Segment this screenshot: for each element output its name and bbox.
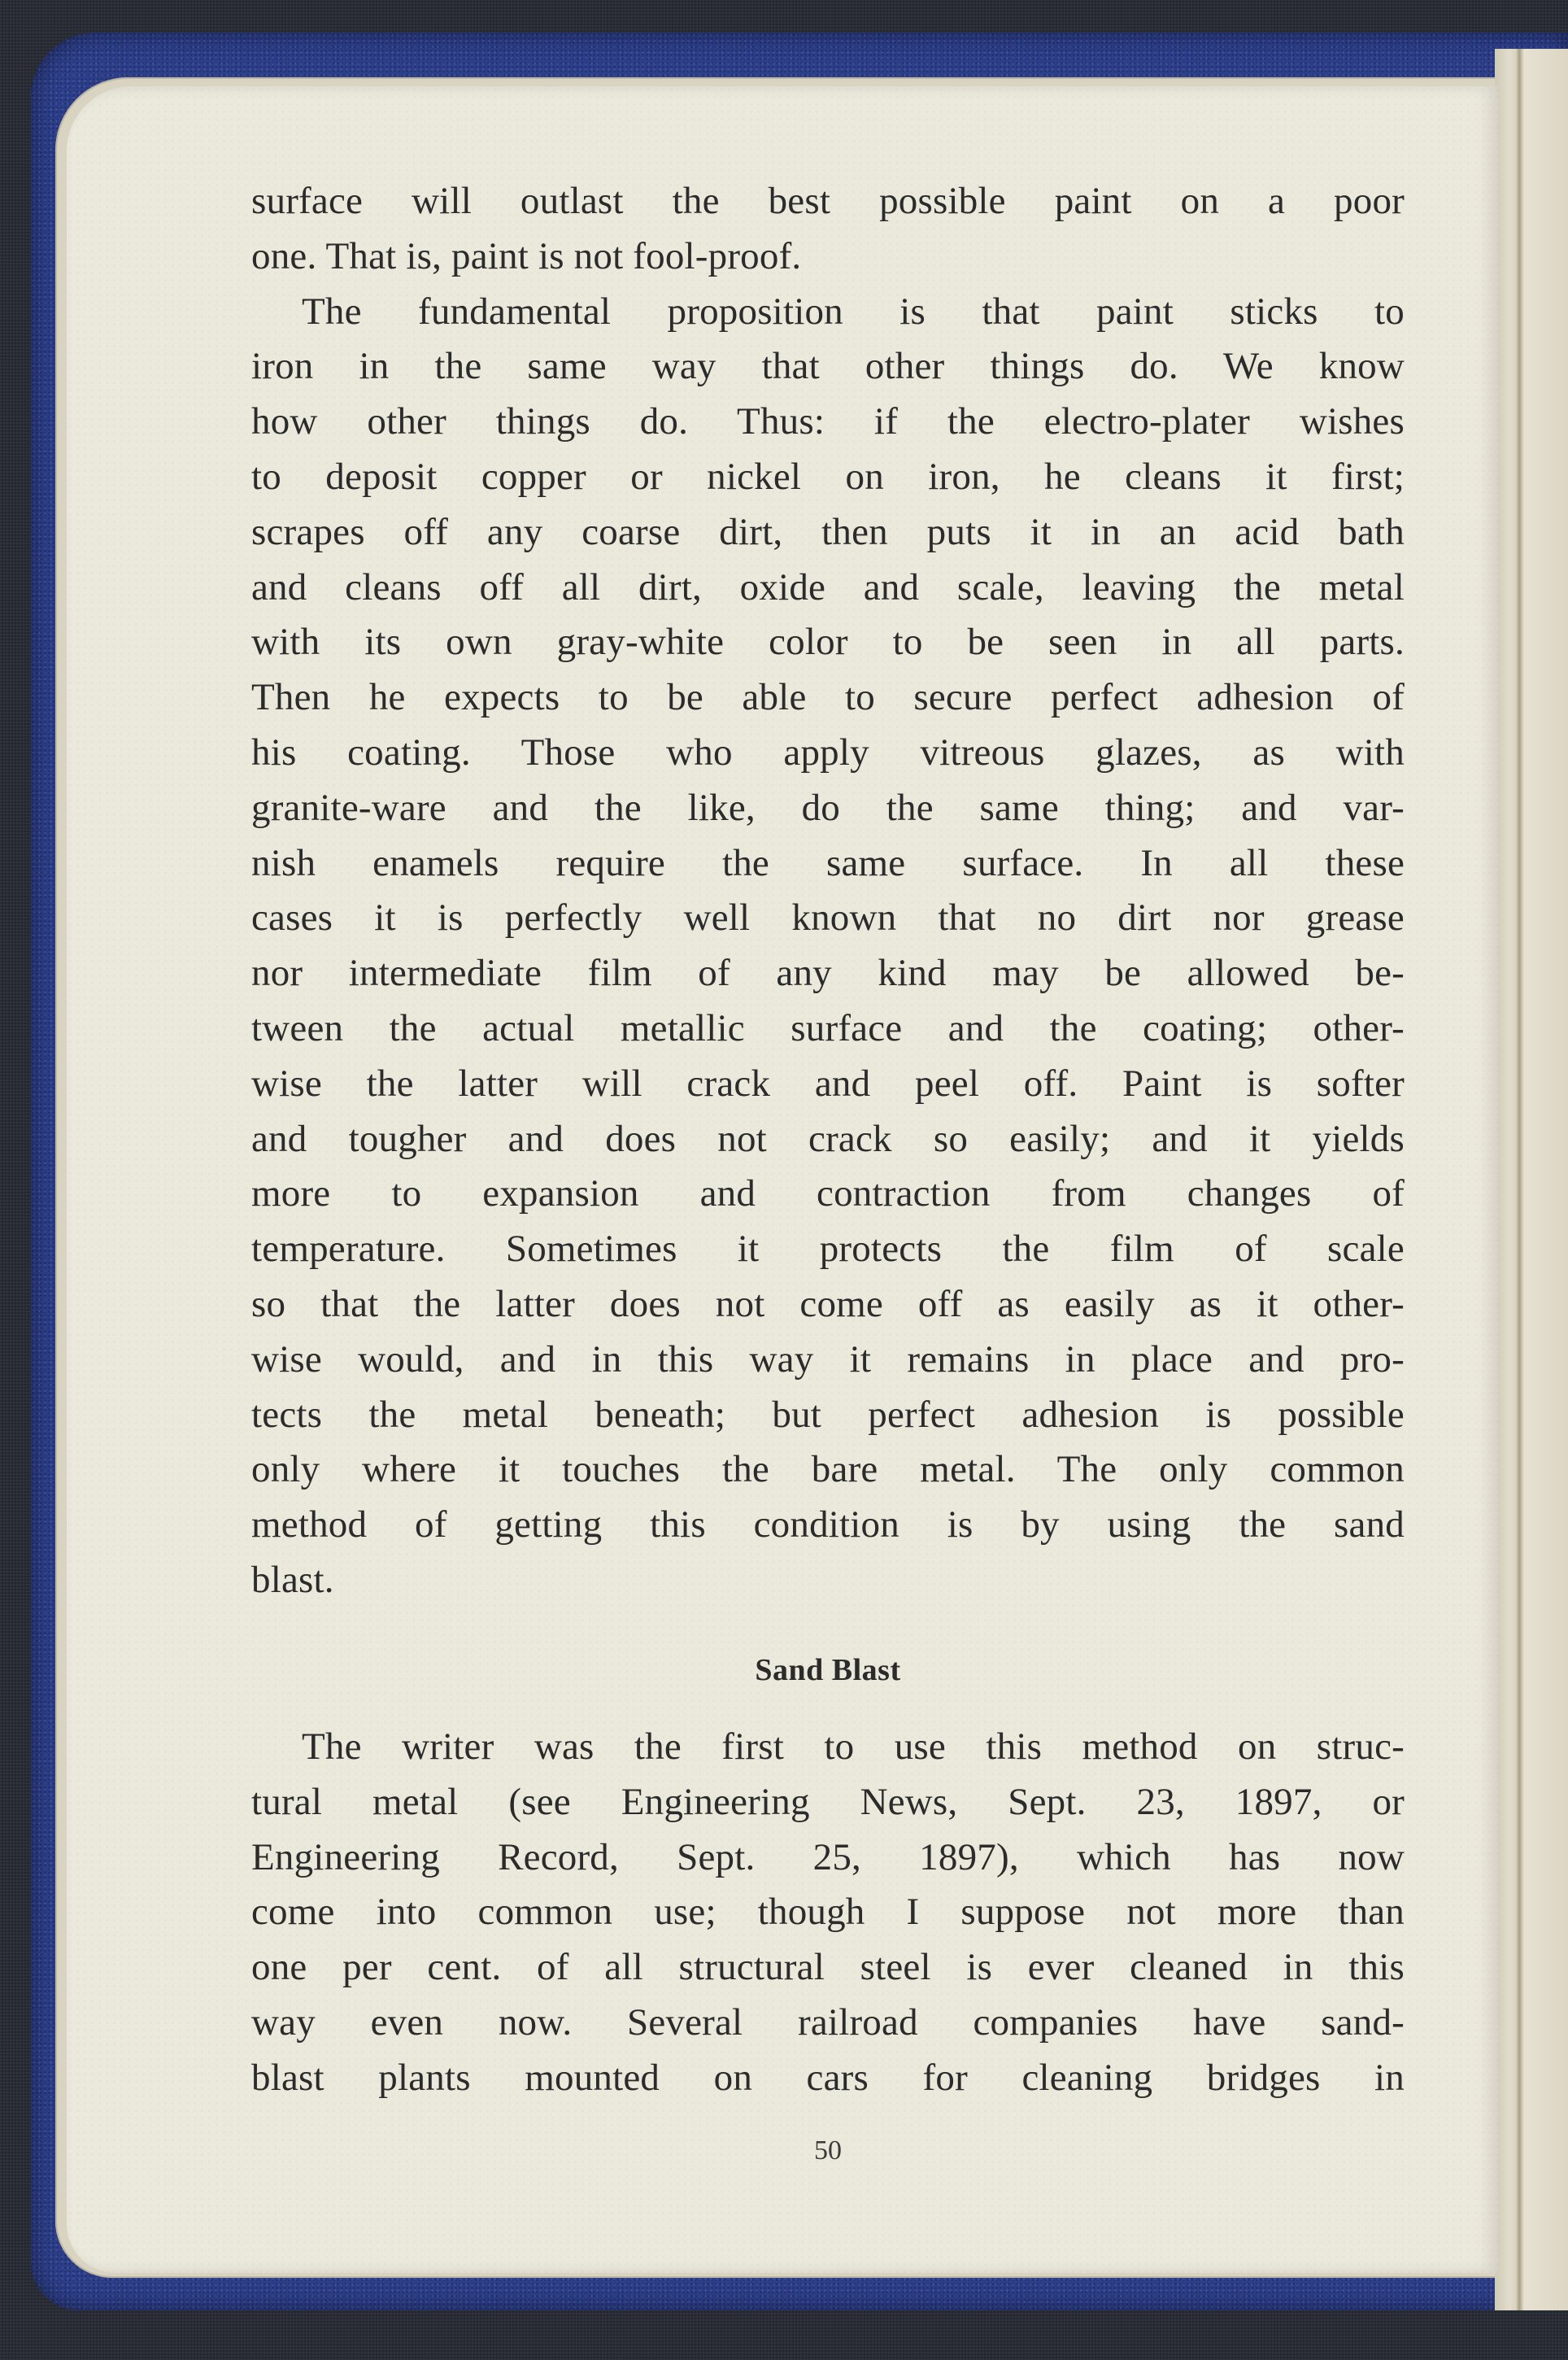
- text-line: wise would, and in this way it remains in place and pro-: [251, 1337, 1405, 1381]
- text-line: granite-ware and the like, do the same thing; and var-: [251, 786, 1405, 829]
- body-text-bottom: [251, 1720, 1405, 2106]
- text-line: The writer was the first to use this method on struc-: [302, 1725, 1405, 1768]
- text-line: wise the latter will crack and peel off. Paint is softer: [251, 1062, 1405, 1105]
- text-line: Then he expects to be able to secure perfect adhesion of: [251, 676, 1405, 719]
- text-line: tects the metal beneath; but perfect adhesion is possible: [251, 1393, 1405, 1436]
- text-line: tural metal (see Engineering News, Sept. 23, 1897, or: [251, 1780, 1405, 1823]
- section-heading: Sand Blast: [755, 1653, 901, 1687]
- body-text-top: [251, 174, 1405, 1608]
- book-gutter: [1495, 49, 1568, 2310]
- text-line: with its own gray-white color to be seen in all parts.: [251, 621, 1405, 664]
- text-line: and tougher and does not crack so easily; and it yields: [251, 1117, 1405, 1160]
- text-line: iron in the same way that other things do. We know: [251, 345, 1405, 388]
- text-line: surface will outlast the best possible paint on a poor: [251, 180, 1405, 222]
- text-line: blast plants mounted on cars for cleaning bridges in: [251, 2056, 1405, 2099]
- text-line: The fundamental proposition is that paint sticks to: [302, 290, 1405, 333]
- page-number: 50: [814, 2135, 842, 2166]
- text-line: method of getting this condition is by using the sand: [251, 1503, 1405, 1546]
- text-line: only where it touches the bare metal. The only common: [251, 1448, 1405, 1491]
- text-line: temperature. Sometimes it protects the film of scale: [251, 1228, 1405, 1271]
- text-line: his coating. Those who apply vitreous glazes, as with: [251, 731, 1405, 774]
- text-line: tween the actual metallic surface and the coating; other-: [251, 1006, 1405, 1049]
- text-line: nish enamels require the same surface. In all these: [251, 841, 1405, 884]
- text-line: scrapes off any coarse dirt, then puts it in an acid bath: [251, 510, 1405, 553]
- text-line: one. That is, paint is not fool-proof.: [251, 234, 802, 277]
- text-line: more to expansion and contraction from changes of: [251, 1172, 1405, 1215]
- text-line: and cleans off all dirt, oxide and scale, leaving the metal: [251, 565, 1405, 609]
- text-line: cases it is perfectly well known that no dirt nor grease: [251, 896, 1405, 940]
- text-line: blast.: [251, 1558, 334, 1601]
- text-line: how other things do. Thus: if the electro-plater wishes: [251, 400, 1405, 443]
- text-line: way even now. Several railroad companies have sand-: [251, 2000, 1405, 2044]
- text-line: nor intermediate film of any kind may be allowed be-: [251, 952, 1405, 995]
- text-line: Engineering Record, Sept. 25, 1897), which has now: [251, 1835, 1405, 1878]
- text-line: to deposit copper or nickel on iron, he cleans it first;: [251, 455, 1405, 498]
- text-line: come into common use; though I suppose not more than: [251, 1891, 1405, 1934]
- text-line: so that the latter does not come off as easily as it other-: [251, 1282, 1405, 1325]
- text-line: one per cent. of all structural steel is ever cleaned in this: [251, 1946, 1405, 1989]
